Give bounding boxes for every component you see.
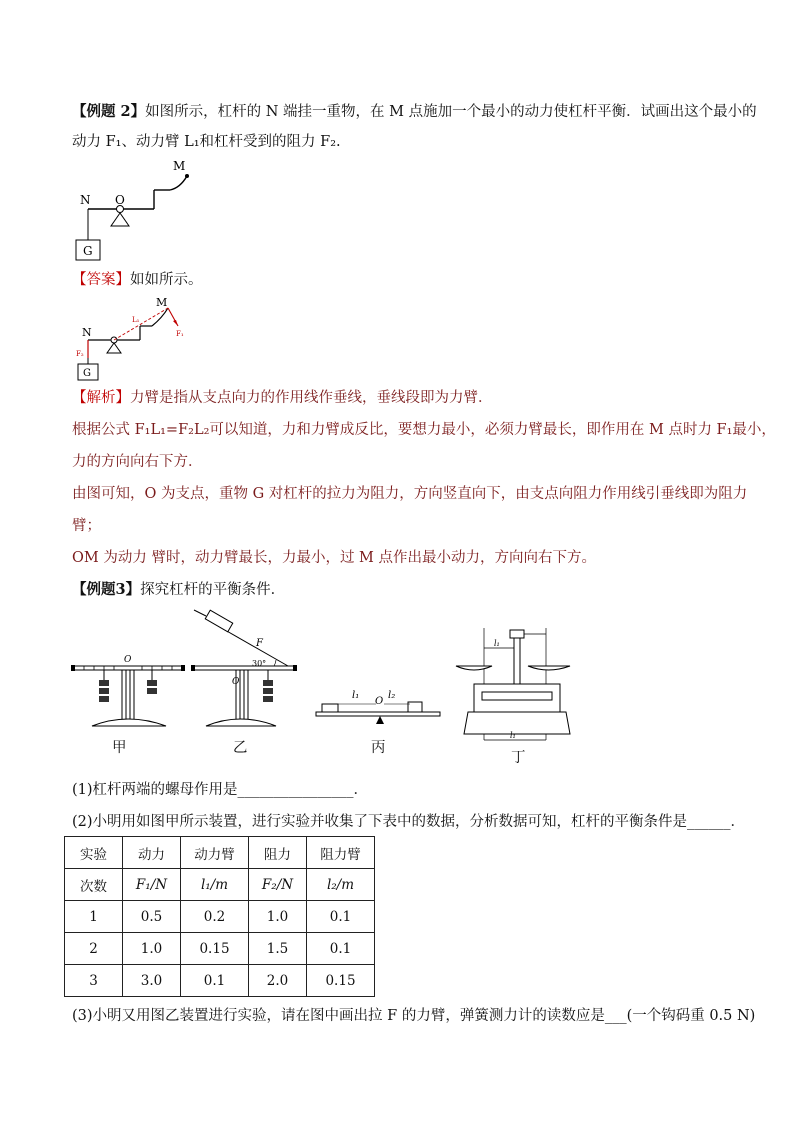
data-table	[64, 836, 375, 997]
label-ding: 丁	[511, 750, 526, 766]
table-cell: 0.2	[181, 901, 249, 933]
table-header-cell: 动力	[123, 837, 181, 869]
table-cell: 0.15	[307, 965, 375, 997]
answer-text: 如如所示。	[130, 272, 203, 288]
answer-label-F1: F₁	[176, 330, 184, 338]
table-header-cell: F₁/N	[123, 869, 181, 901]
label-yi: 乙	[233, 740, 248, 756]
table-cell: 3	[65, 965, 123, 997]
table-header-cell: F₂/N	[249, 869, 307, 901]
answer-tag: 【答案】	[72, 272, 130, 288]
example2-question-line1	[72, 102, 757, 122]
analysis-line-2: 力的方向向右下方．	[72, 454, 203, 470]
table-header-cell: 次数	[65, 869, 123, 901]
analysis-line	[72, 388, 493, 408]
example2-text1: 如图所示，杠杆的 N 端挂一重物，在 M 点施加一个最小的动力使杠杆平衡．试画出这个最小的	[145, 104, 757, 120]
example3-title: 探究杠杆的平衡条件．	[140, 582, 286, 598]
analysis-line-3: 由图可知，O 为支点，重物 G 对杠杆的拉力为阻力，方向竖直向下，由支点向阻力作用线引垂线即为阻力	[72, 486, 748, 502]
table-cell: 0.1	[181, 965, 249, 997]
yi-label-O: O	[232, 677, 240, 687]
answer-label-F2: F₂	[76, 350, 84, 358]
answer-label-L1: L₁	[132, 316, 140, 324]
example3-tag: 【例题3】	[72, 581, 141, 598]
fulcrum-icon	[111, 213, 129, 226]
bing-label-l1: l₁	[352, 690, 360, 701]
analysis-tag: 【解析】	[72, 390, 130, 406]
table-row	[65, 933, 375, 965]
bing-label-O: O	[375, 696, 384, 707]
answer-label-M: M	[156, 296, 168, 309]
example3-title-line	[72, 580, 285, 600]
table-row	[65, 965, 375, 997]
label-G: G	[83, 244, 93, 258]
point-M	[185, 174, 189, 178]
label-jia: 甲	[112, 740, 127, 756]
yi-label-F: F	[256, 638, 263, 649]
label-O: O	[115, 193, 125, 207]
figure-ding	[456, 628, 570, 740]
lever-figure	[70, 158, 200, 266]
table-header-row-1	[65, 837, 375, 869]
table-cell: 2	[65, 933, 123, 965]
question-1: (1)杠杆两端的螺母作用是________________．	[72, 782, 369, 798]
figure-yi	[191, 610, 297, 726]
table-cell: 0.15	[181, 933, 249, 965]
table-cell: 1.5	[249, 933, 307, 965]
bing-label-l2: l₂	[388, 690, 396, 701]
answer-lever-figure	[74, 296, 194, 382]
question-2: (2)小明用如图甲所示装置，进行实验并收集了下表中的数据，分析数据可知，杠杆的平衡条件是______．	[72, 814, 746, 830]
answer-line	[72, 270, 203, 290]
yi-label-angle: 30°	[252, 659, 267, 668]
jia-label-O: O	[124, 655, 132, 665]
table-cell: 0.1	[307, 901, 375, 933]
ding-label-l1-top: l₁	[494, 639, 500, 648]
question-3: (3)小明又用图乙装置进行实验，请在图中画出拉 F 的力臂，弹簧测力计的读数应是___(一个钩码重 0.5 N)	[72, 1008, 756, 1024]
table-cell: 1.0	[123, 933, 181, 965]
table-cell: 0.1	[307, 933, 375, 965]
figure-bing	[316, 690, 440, 724]
table-cell: 3.0	[123, 965, 181, 997]
table-header-row-2	[65, 869, 375, 901]
table-cell: 0.5	[123, 901, 181, 933]
analysis-line-1: 根据公式 F₁L₁=F₂L₂可以知道，力和力臂成反比，要想力最小，必须力臂最长，即作用在 M 点时力 F₁最小，	[72, 422, 776, 438]
table-header-cell: 阻力	[249, 837, 307, 869]
table-cell: 1	[65, 901, 123, 933]
example2-tag: 【例题 2】	[72, 103, 146, 120]
example2-question-line2: 动力 F₁、动力臂 L₁和杠杆受到的阻力 F₂.	[72, 134, 341, 150]
table-header-cell: 实验	[65, 837, 123, 869]
table-header-cell: 动力臂	[181, 837, 249, 869]
answer-label-N: N	[82, 326, 92, 339]
ding-label-l1-bottom: l₁	[510, 731, 516, 740]
experiment-figures	[70, 608, 590, 768]
label-M: M	[173, 159, 186, 173]
analysis-text: 力臂是指从支点向力的作用线作垂线，垂线段即为力臂．	[130, 390, 493, 406]
table-header-cell: 阻力臂	[307, 837, 375, 869]
label-bing: 丙	[371, 740, 386, 756]
analysis-line-4: 臂；	[72, 518, 101, 534]
answer-label-G: G	[83, 368, 91, 379]
analysis-line-5: OM 为动力 臂时，动力臂最长，力最小，过 M 点作出最小动力，方向向右下方。	[72, 550, 597, 566]
table-cell: 1.0	[249, 901, 307, 933]
table-cell: 2.0	[249, 965, 307, 997]
figure-jia	[71, 655, 185, 726]
table-header-cell: l₂/m	[307, 869, 375, 901]
table-header-cell: l₁/m	[181, 869, 249, 901]
table-row	[65, 901, 375, 933]
label-N: N	[80, 193, 91, 207]
